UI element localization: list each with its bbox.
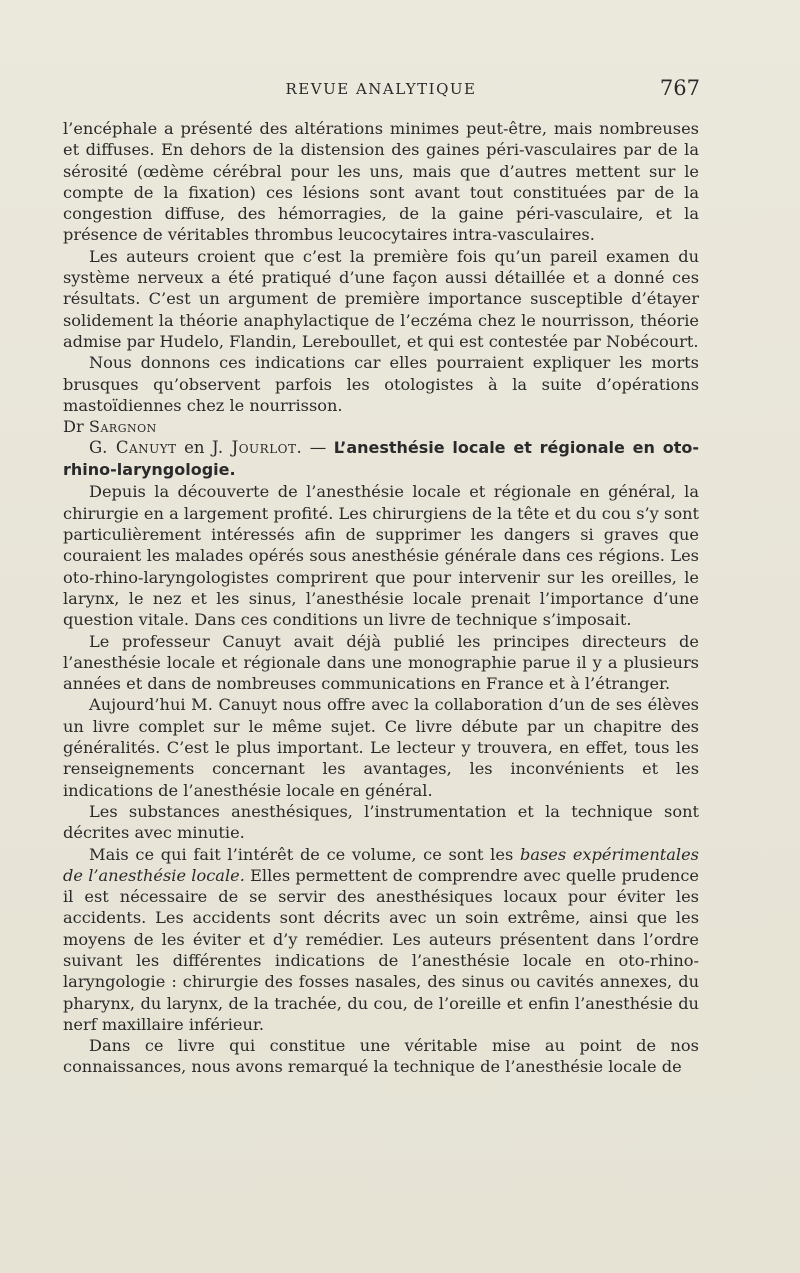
review-book-title: L’anesthésie locale et régionale en oto-rhino-laryngologie.: [63, 438, 699, 480]
article2-paragraph-3: Aujourd’hui M. Canuyt nous offre avec la collaboration d’un de ses élèves un livre complet sur le même sujet. Ce livre débute par un chapitre des généralités. C’est le plus important. Le lecteur y trouvera, en effet, tous les renseignements concernant les avantages, les inconvénients et les indications de l’anesthésie locale en général.: [63, 695, 699, 800]
article2-paragraph-4: Les substances anesthésiques, l’instrumentation et la technique sont décrites avec minutie.: [63, 801, 699, 843]
article1-paragraph-1: l’encéphale a présenté des altérations minimes peut-être, mais nombreuses et diffuses. En dehors de la distension des gaines péri-vasculaires par de la sérosité (œdème cérébral pour les uns, mais que d’autres mettent sur le compte de la fixation) ces lésions sont avant tout constituées par de la congestion diffuse, des hémorragies, de la gaine péri-vasculaire, et la présence de véritables thrombus leucocytaires intra-vasculaires.: [63, 119, 699, 245]
article2-paragraph-6: Dans ce livre qui constitue une véritable mise au point de nos connaissances, nous avons remarqué la technique de l’anesthésie locale de: [63, 1036, 699, 1077]
signature: [63, 416, 699, 437]
article2-paragraph-1: Depuis la découverte de l’anesthésie locale et régionale en général, la chirurgie en a largement profité. Les chirurgiens de la tête et du cou s’y sont particulièrement intéressés afin de supprimer les dangers si graves que couraient les malades opérés sous anesthésie générale dans ces régions. Les oto-rhino-laryngologistes comprirent que pour intervenir sur les oreilles, le larynx, le nez et les sinus, l’anesthésie locale prenait l’importance d’une question vitale. Dans ces conditions un livre de technique s’imposait.: [63, 482, 699, 630]
review-dash: —: [309, 438, 327, 458]
article2-paragraph-5-end: Elles permettent de comprendre avec quelle prudence il est nécessaire de se servir des anesthésiques locaux pour éviter les accidents. Les accidents sont décrits avec un soin extrême, ainsi que les moyens de les éviter et d’y remédier. Les auteurs présentent dans l’ordre suivant les différentes indications de l’anesthésie locale en oto-rhino-laryngologie : chirurgie des fosses nasales, des sinus ou cavités annexes, du pharynx, du larynx, de la trachée, du cou, de l’oreille et enfin l’anesthésie du nerf maxillaire inférieur.: [63, 865, 699, 1034]
article2-paragraph-5: [63, 844, 699, 1036]
page-header: [62, 78, 700, 102]
article2-paragraph-5-italic: bases expérimentales de l’anesthésie locale.: [63, 844, 699, 885]
running-head: REVUE ANALYTIQUE: [285, 80, 477, 98]
review-author-conjunction: en: [184, 438, 205, 458]
article2-paragraph-2: Le professeur Canuyt avait déjà publié les principes directeurs de l’anesthésie locale et régionale dans une monographie parue il y a plusieurs années et dans de nombreuses communications en France et à l’étranger.: [63, 631, 699, 694]
page-body: [63, 118, 699, 1078]
article1-paragraph-3: Nous donnons ces indications car elles pourraient expliquer les morts brusques qu’observent parfois les otologistes à la suite d’opérations mastoïdiennes chez le nourrisson.: [63, 353, 699, 415]
review-author-2: J. Jourlot.: [212, 438, 303, 458]
page-number: 767: [659, 76, 700, 100]
article2-paragraph-5-start: Mais ce qui fait l’intérêt de ce volume, ce sont les: [89, 844, 520, 864]
signature-prefix: Dr: [63, 417, 84, 437]
signature-name: Sargnon: [88, 417, 157, 437]
review-author-1: G. Canuyt: [89, 438, 177, 458]
article1-paragraph-2: Les auteurs croient que c’est la première fois qu’un pareil examen du système nerveux a été pratiqué d’une façon aussi détaillée et a donné ces résultats. C’est un argument de première importance susceptible d’étayer solidement la théorie anaphylactique de l’eczéma chez le nourrisson, théorie admise par Hudelo, Flandin, Lereboullet, et qui est contestée par Nobécourt.: [63, 246, 699, 351]
review-heading: [63, 437, 699, 481]
